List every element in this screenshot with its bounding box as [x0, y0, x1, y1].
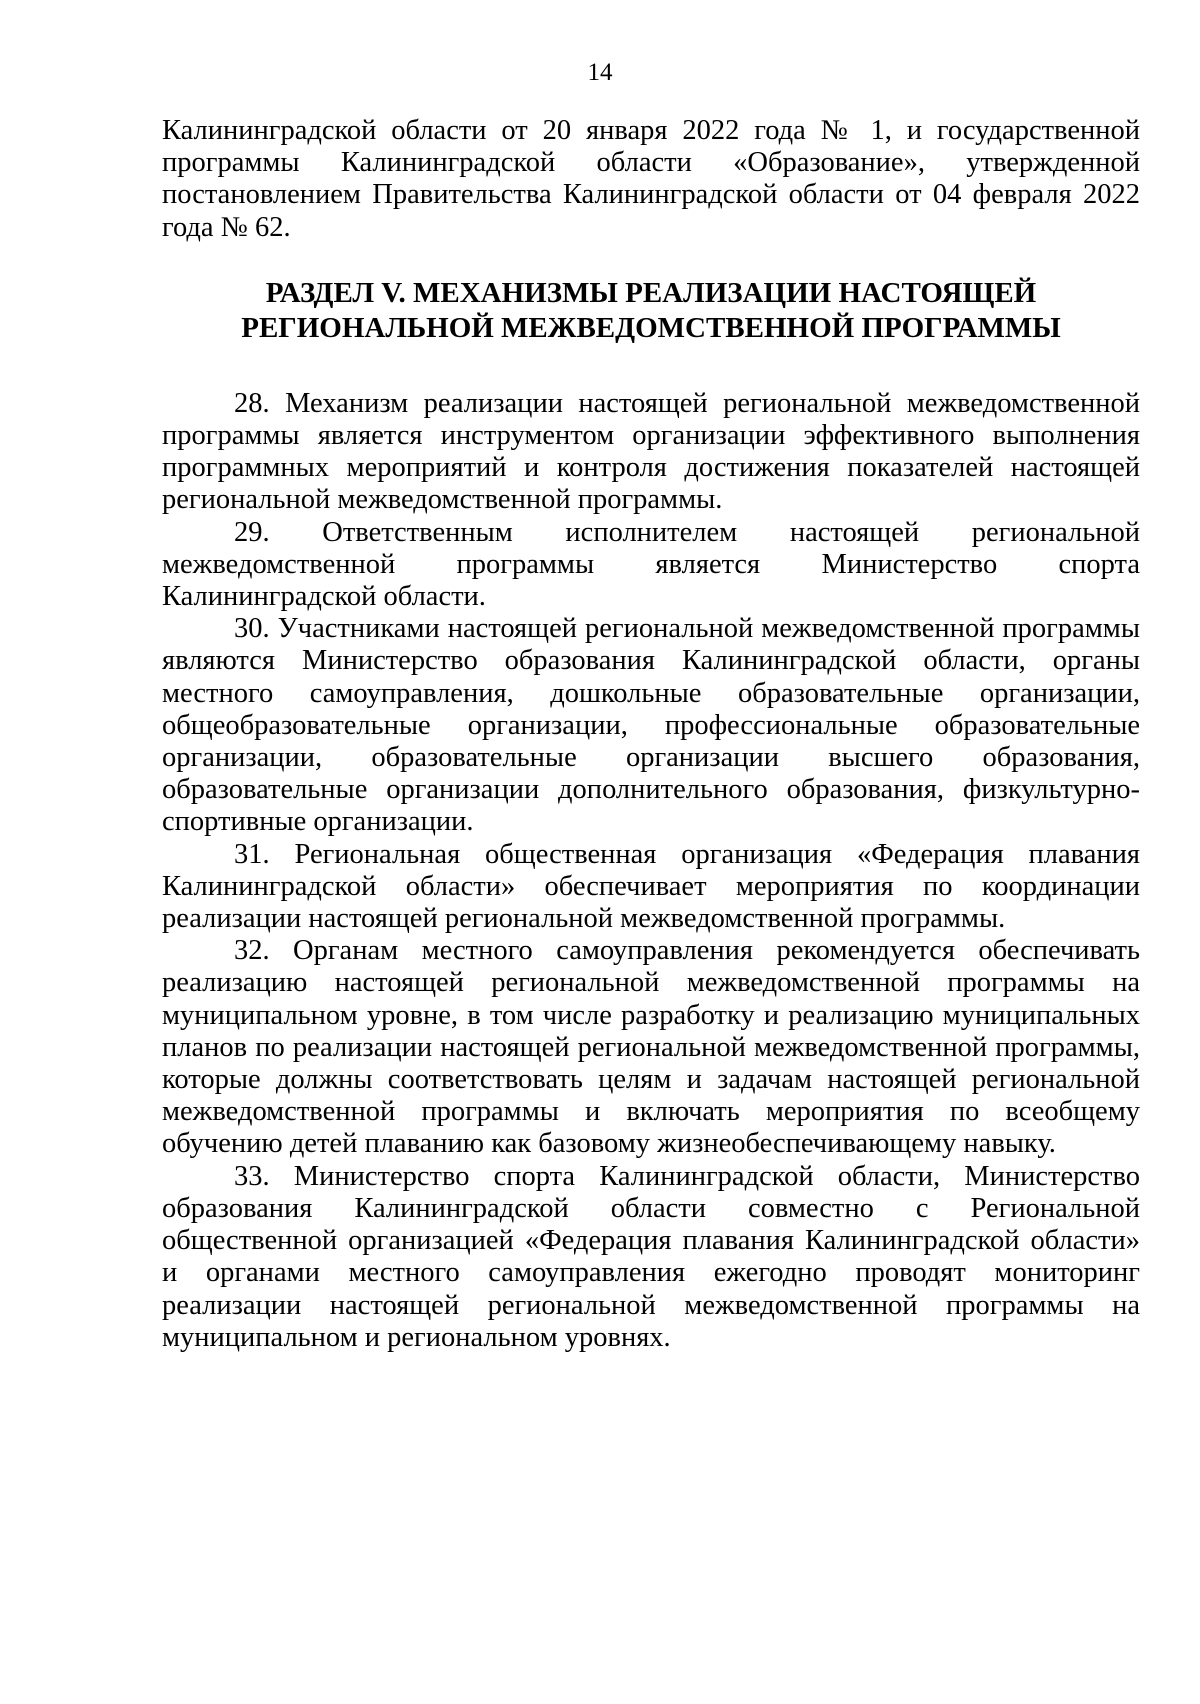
- section-heading-line-2: РЕГИОНАЛЬНОЙ МЕЖВЕДОМСТВЕННОЙ ПРОГРАММЫ: [241, 311, 1061, 344]
- paragraph-29: 29. Ответственным исполнителем настоящей региональной межведомственной программы является Министерство спорта Калининградской области.: [162, 516, 1140, 613]
- intro-paragraph: Калининградской области от 20 января 2022 года № 1, и государственной программы Калининградской области «Образование», утвержденной постановлением Правительства Калининградской области от 04 февраля 2022 года № 62.: [162, 115, 1140, 243]
- paragraph-32: 32. Органам местного самоуправления рекомендуется обеспечивать реализацию настоящей региональной межведомственной программы на муниципальном уровне, в том числе разработку и реализацию муниципальных планов по реализации настоящей региональной межведомственной программы, которые должны соответствовать целям и задачам настоящей региональной межведомственной программы и включать мероприятия по всеобщему обучению детей плаванию как базовому жизнеобеспечивающему навыку.: [162, 935, 1140, 1160]
- page-number: 14: [587, 59, 613, 86]
- paragraph-28: 28. Механизм реализации настоящей региональной межведомственной программы является инструментом организации эффективного выполнения программных мероприятий и контроля достижения показателей настоящей региональной межведомственной программы.: [162, 387, 1140, 516]
- page-content: [162, 115, 1140, 1354]
- section-heading: [162, 276, 1140, 346]
- paragraph-31: 31. Региональная общественная организация «Федерация плавания Калининградской области» обеспечивает мероприятия по координации реализации настоящей региональной межведомственной программы.: [162, 838, 1140, 935]
- paragraph-30: 30. Участниками настоящей региональной межведомственной программы являются Министерство образования Калининградской области, органы местного самоуправления, дошкольные образовательные организации, общеобразовательные организации, профессиональные образовательные организации, образовательные организации высшего образования, образовательные организации дополнительного образования, физкультурно-спортивные организации.: [162, 613, 1140, 838]
- section-heading-line-1: РАЗДЕЛ V. МЕХАНИЗМЫ РЕАЛИЗАЦИИ НАСТОЯЩЕЙ: [265, 276, 1037, 309]
- paragraph-33: 33. Министерство спорта Калининградской области, Министерство образования Калининградской области совместно с Региональной общественной организацией «Федерация плавания Калининградской области» и органами местного самоуправления ежегодно проводят мониторинг реализации настоящей региональной межведомственной программы на муниципальном и региональном уровнях.: [162, 1160, 1140, 1353]
